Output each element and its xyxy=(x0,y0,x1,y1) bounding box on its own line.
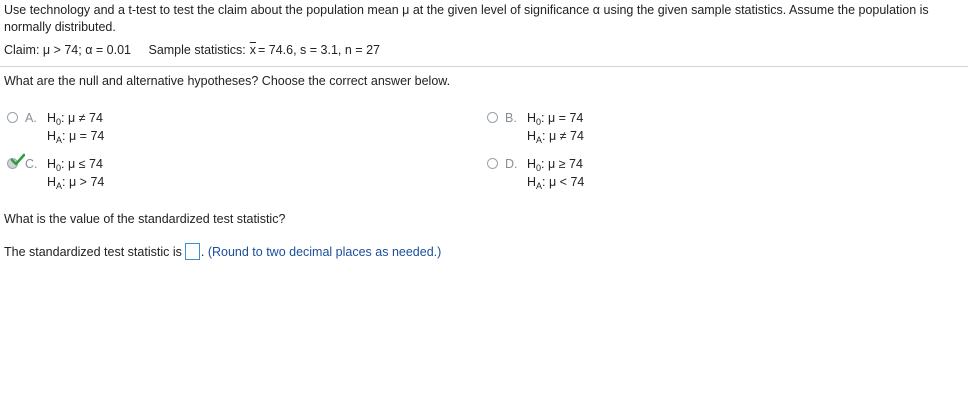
alternative-hypothesis: $H_A$: μ > 74 xyxy=(47,175,105,191)
claim-row xyxy=(4,43,380,57)
answer-prefix: The standardized test statistic is xyxy=(4,245,182,259)
sample-prefix: Sample statistics: xyxy=(148,43,246,57)
question-hypotheses: What are the null and alternative hypotheses? Choose the correct answer below. xyxy=(4,74,451,88)
rounding-hint: (Round to two decimal places as needed.) xyxy=(207,245,442,259)
question-test-statistic: What is the value of the standardized test statistic? xyxy=(4,212,286,226)
option-b[interactable] xyxy=(487,111,787,151)
sample-statistics xyxy=(148,43,379,57)
section-divider xyxy=(0,66,968,67)
sample-values: = 74.6, s = 3.1, n = 27 xyxy=(258,43,380,57)
option-c[interactable] xyxy=(7,157,307,197)
alternative-hypothesis: $H_A$: μ < 74 xyxy=(527,175,585,191)
radio-button-d[interactable] xyxy=(487,158,498,169)
alternative-hypothesis: $H_A$: μ = 74 xyxy=(47,129,105,145)
null-hypothesis: $H_0$: μ ≤ 74 xyxy=(47,157,103,173)
option-letter: C. xyxy=(25,157,38,171)
option-letter: A. xyxy=(25,111,37,125)
claim-text: Claim: μ > 74; α = 0.01 xyxy=(4,43,131,57)
radio-button-b[interactable] xyxy=(487,112,498,123)
problem-line-1: Use technology and a t-test to test the claim about the population mean μ at the given level of significance α using the given sample statistics. Assume the population is xyxy=(4,3,929,17)
option-letter: B. xyxy=(505,111,517,125)
answer-period: . xyxy=(200,245,205,259)
answer-line xyxy=(4,243,441,260)
alternative-hypothesis: $H_A$: μ ≠ 74 xyxy=(527,129,584,145)
option-a[interactable] xyxy=(7,111,307,151)
option-d[interactable] xyxy=(487,157,787,197)
null-hypothesis: $H_0$: μ = 74 xyxy=(527,111,584,127)
null-hypothesis: $H_0$: μ ≠ 74 xyxy=(47,111,103,127)
xbar-symbol: $\overline{x}$ xyxy=(249,43,256,57)
radio-button-a[interactable] xyxy=(7,112,18,123)
null-hypothesis: $H_0$: μ ≥ 74 xyxy=(527,157,583,173)
problem-statement xyxy=(4,2,929,36)
option-letter: D. xyxy=(505,157,518,171)
checkmark-icon xyxy=(11,153,25,167)
problem-line-2: normally distributed. xyxy=(4,20,116,34)
test-statistic-input[interactable] xyxy=(185,243,200,260)
